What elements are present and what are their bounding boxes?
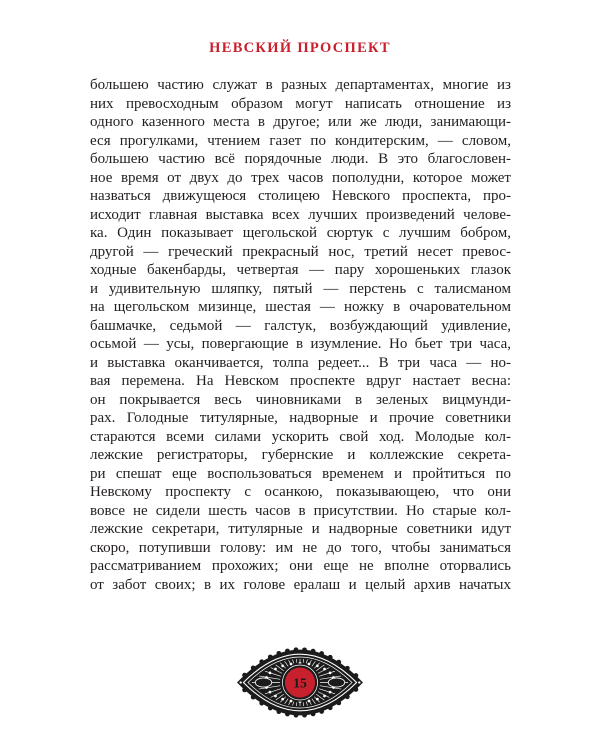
ornament-dot	[316, 665, 319, 668]
text-line: большею частию служат в разных департаментах, многие из	[90, 77, 511, 93]
text-line: вовсе не сидели шесть часов в присутствии. Но старые кол-	[90, 502, 511, 519]
ornament-dot	[269, 691, 272, 694]
text-line: Невскому проспекту с осанкою, показывающею, что они	[90, 484, 511, 500]
text-line: ри спешат еще воспользоваться временем и пройтиться по	[90, 465, 511, 482]
text-line: башмачке, седьмой — галстук, возбуждающий удивление,	[90, 317, 511, 334]
text-line: назваться движущеюся столицею Невского проспекта, про-	[90, 188, 511, 204]
ornament-dot	[281, 698, 284, 701]
running-head: НЕВСКИЙ ПРОСПЕКТ	[209, 40, 391, 56]
ornament-dot	[308, 663, 311, 666]
ornament-dot	[329, 672, 332, 675]
text-line: ка. Один показывает щегольской сюртук с лучшим бобром,	[90, 225, 511, 241]
text-line: исходит главная выставка всех лучших произведений челове-	[90, 206, 511, 223]
text-line: осьмой — усы, повергающие в изумление. Но бьет три часа,	[90, 336, 511, 352]
ornament-dot	[308, 700, 311, 703]
text-line: на щегольском мизинце, шестая — ножку в очаровательном	[90, 299, 511, 315]
text-line: ное время от двух до трех часов пополудни, которое может	[90, 169, 511, 186]
text-line: рассматриванием прохожих; они еще не вполне оторвались	[90, 558, 511, 574]
ornament-dot	[329, 691, 332, 694]
page-number-ornament	[236, 646, 364, 719]
ornament-dot	[274, 695, 277, 698]
body-text	[90, 76, 511, 594]
text-line: и выставка оканчивается, толпа редеет... В три часа — но-	[90, 354, 511, 371]
text-line: другой — греческий прекрасный нос, третий несет превос-	[90, 243, 511, 260]
text-line: стараются всеми силами ускорить свой ход. Молодые кол-	[90, 428, 511, 445]
ornament-dot	[323, 695, 326, 698]
ornament-dot	[290, 663, 293, 666]
ornament-left-tip-dot	[240, 681, 242, 683]
text-line: них превосходным образом могут написать отношение из	[90, 95, 511, 112]
ornament-dot	[269, 672, 272, 675]
ornament-dot	[281, 665, 284, 668]
text-line: одного казенного места в другое; или же люди, занимающи-	[90, 114, 511, 130]
ornament-dot	[274, 668, 277, 671]
ornament-dot	[290, 700, 293, 703]
ornament-right-tip-dot	[358, 681, 360, 683]
text-line: скоро, потупивши голову: им не до того, чтобы заниматься	[90, 539, 511, 556]
text-line: лежские секретари, титулярные и надворные советники идут	[90, 521, 511, 537]
text-line: вая перемена. На Невском проспекте вдруг настает весна:	[90, 373, 511, 389]
text-line: он покрывается весь чиновниками в зеленых вицмунди-	[90, 391, 511, 408]
ornament-dot	[316, 698, 319, 701]
text-line: большею частию всё порядочные люди. В это благословен-	[90, 151, 511, 167]
ornament-dot	[323, 668, 326, 671]
text-line: еся прогулками, чтением газет по кондитерским, — словом,	[90, 132, 511, 149]
text-line: лежские регистраторы, губернские и коллежские секрета-	[90, 447, 511, 463]
text-line: ходные бакенбарды, четвертая — пару хорошеньких глазок	[90, 262, 511, 278]
text-line: и удивительную шляпку, пятый — перстень с талисманом	[90, 280, 511, 297]
text-line: от забот своих; в их голове ералаш и целый архив начатых	[90, 576, 511, 593]
text-line: рах. Голодные титулярные, надворные и прочие советники	[90, 410, 511, 426]
page-number: 15	[293, 675, 307, 691]
